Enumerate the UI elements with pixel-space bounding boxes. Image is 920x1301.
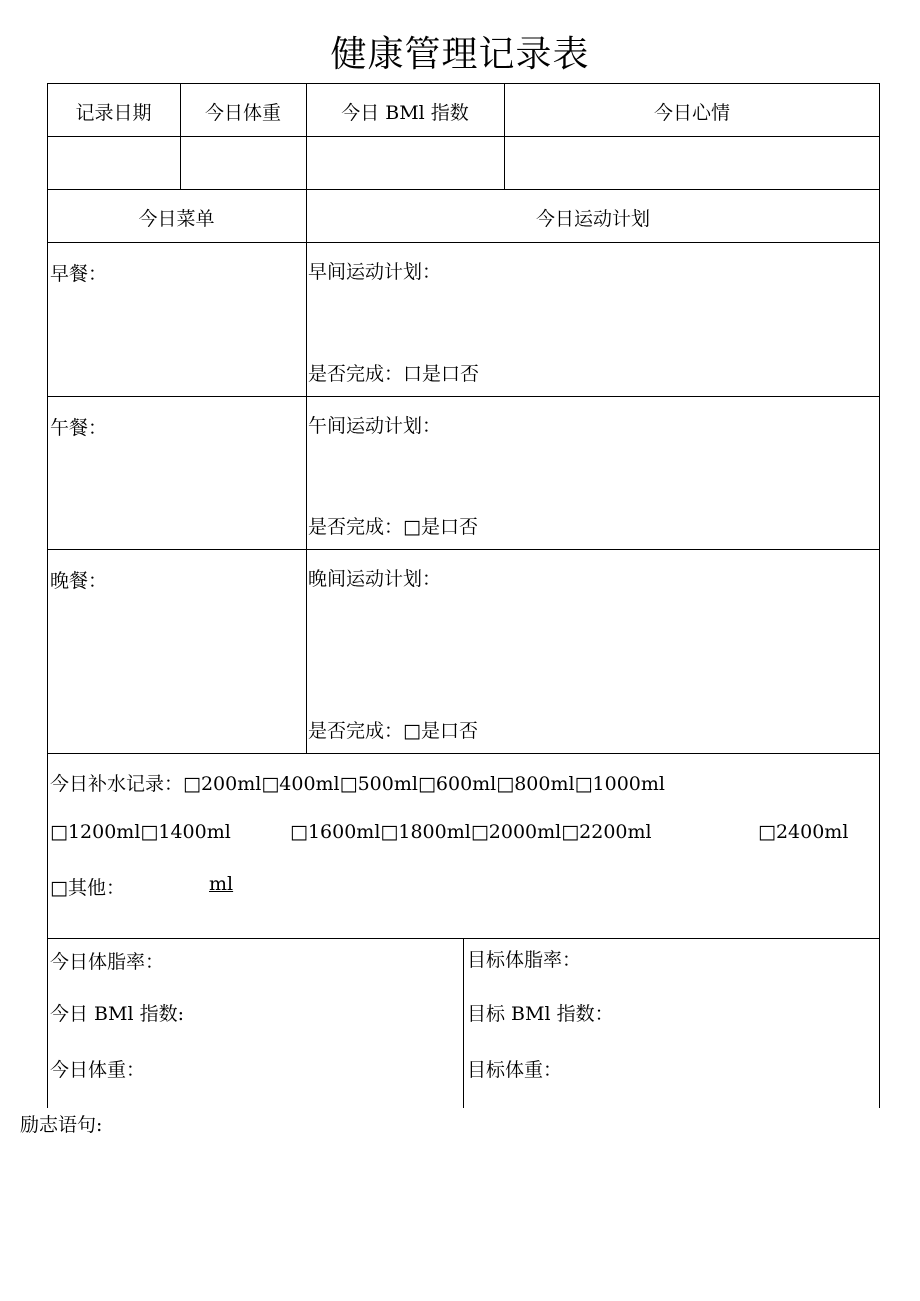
morning-exercise-label: 早间运动计划：: [308, 261, 442, 283]
dinner-label: 晚餐：: [50, 570, 108, 592]
water-row-3: [50, 873, 125, 900]
water-option[interactable]: □200ml: [183, 773, 262, 795]
header-mood: 今日心情: [653, 102, 730, 124]
table-border-right: [879, 83, 880, 1108]
mood-entry-cell[interactable]: [505, 137, 879, 189]
page-title: 健康管理记录表: [330, 34, 590, 75]
header-date: 记录日期: [75, 102, 152, 124]
today-fat-label: 今日体脂率：: [50, 951, 165, 973]
water-other-unit: ml: [209, 873, 234, 895]
water-option[interactable]: □2200ml: [561, 821, 652, 843]
record-table: [47, 83, 880, 1108]
divider: [47, 396, 880, 397]
water-row-2: [50, 821, 231, 843]
target-fat-label: 目标体脂率：: [467, 949, 582, 971]
water-option[interactable]: □400ml: [261, 773, 340, 795]
header-weight: 今日体重: [204, 102, 281, 124]
water-option[interactable]: □600ml: [417, 773, 497, 795]
exercise-heading: 今日运动计划: [535, 208, 650, 230]
header-bmi: 今日 BMl 指数: [341, 102, 469, 124]
water-row-2-mid: [290, 821, 652, 843]
water-option[interactable]: □800ml: [496, 773, 575, 795]
bmi-entry-cell[interactable]: [307, 137, 504, 189]
target-bmi-label: 目标 BMl 指数：: [467, 1003, 614, 1025]
divider: [47, 549, 880, 550]
divider: [47, 189, 880, 190]
water-row-2-end: [758, 821, 848, 843]
water-option[interactable]: □2400ml: [758, 821, 849, 843]
menu-heading: 今日菜单: [138, 208, 215, 230]
morning-completion[interactable]: 是否完成：口是口否: [308, 363, 480, 385]
water-option[interactable]: □1400ml: [140, 821, 231, 843]
water-row-1: [50, 769, 665, 796]
evening-completion[interactable]: 是否完成：□是口否: [308, 720, 478, 742]
water-option[interactable]: □1600ml: [290, 821, 381, 843]
water-option[interactable]: □1800ml: [380, 821, 471, 843]
water-other-option[interactable]: □其他：: [50, 877, 125, 899]
divider: [47, 242, 880, 243]
water-option[interactable]: □1000ml: [574, 773, 665, 795]
water-option[interactable]: □500ml: [339, 773, 418, 795]
divider: [463, 938, 464, 1108]
today-weight-label: 今日体重：: [50, 1059, 146, 1081]
motto-label: 励志语句:: [20, 1114, 103, 1136]
today-bmi-label: 今日 BMl 指数:: [50, 1003, 184, 1025]
breakfast-label: 早餐：: [50, 263, 108, 285]
noon-exercise-label: 午间运动计划：: [308, 415, 442, 437]
target-weight-label: 目标体重：: [467, 1059, 563, 1081]
noon-completion[interactable]: 是否完成：□是口否: [308, 516, 478, 538]
divider: [47, 753, 880, 754]
lunch-label: 午餐：: [50, 417, 108, 439]
date-entry-cell[interactable]: [48, 137, 180, 189]
table-border-left: [47, 83, 48, 1108]
table-border-top: [47, 83, 880, 84]
evening-exercise-label: 晚间运动计划：: [308, 568, 442, 590]
water-option[interactable]: □2000ml: [470, 821, 562, 843]
water-option[interactable]: □1200ml: [50, 821, 141, 843]
water-label: 今日补水记录：: [50, 773, 184, 795]
weight-entry-cell[interactable]: [181, 137, 306, 189]
